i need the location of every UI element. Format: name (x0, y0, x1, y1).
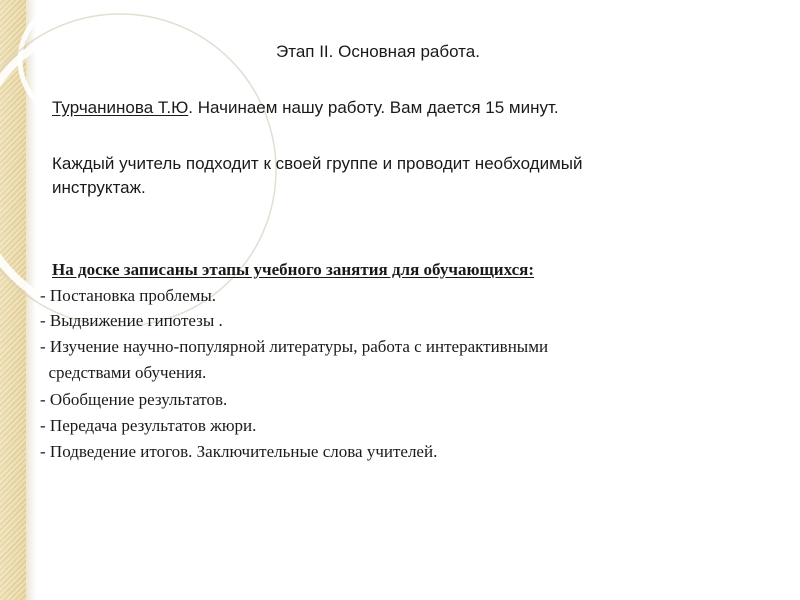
stage-item: - Подведение итогов. Заключительные слова учителей. (40, 442, 438, 461)
board-heading: На доске записаны этапы учебного занятия для обучающихся: (52, 260, 535, 279)
stage-item: - Передача результатов жюри. (40, 416, 257, 435)
stage-item-continuation: средствами обучения. (40, 363, 207, 382)
stage-item: - Изучение научно-популярной литературы, работа с интерактивными (40, 337, 549, 356)
instruction-line-1: Каждый учитель подходит к своей группе и проводит необходимый (52, 154, 583, 173)
stage-item: - Постановка проблемы. (40, 286, 217, 305)
speaker-name: Турчанинова Т.Ю (52, 98, 189, 117)
speaker-name-dot: . (188, 98, 194, 117)
stage-item: - Выдвижение гипотезы . (40, 311, 223, 330)
instruction-line-2: инструктаж. (52, 178, 146, 197)
speaker-text: Начинаем нашу работу. Вам дается 15 минут. (193, 98, 559, 117)
stage-item: - Обобщение результатов. (40, 390, 228, 409)
speaker-line (52, 96, 559, 120)
slide-title: Этап II. Основная работа. (276, 42, 480, 61)
